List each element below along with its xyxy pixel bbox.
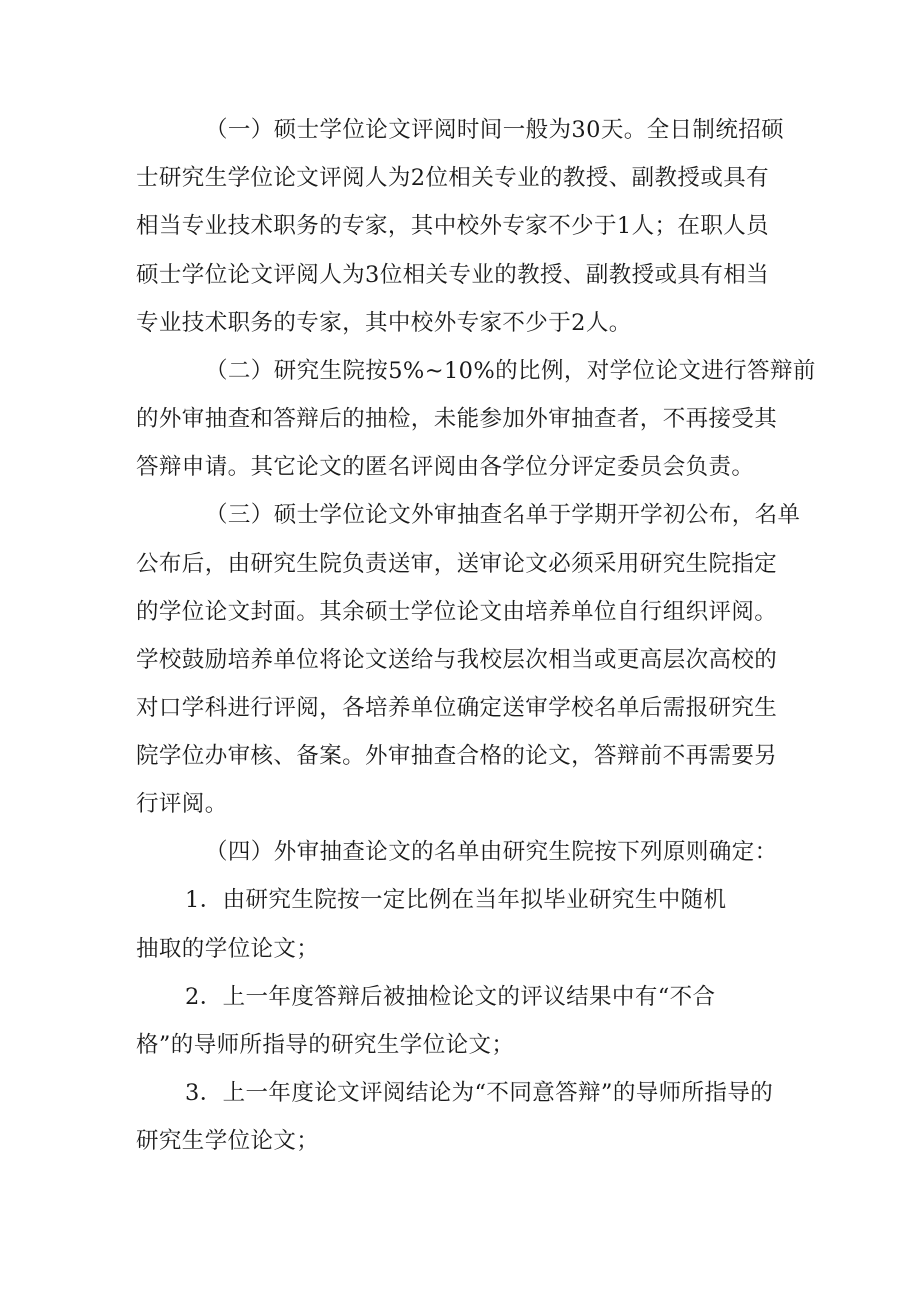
section4-item2-line-2: 格”的导师所指导的研究生学位论文； xyxy=(136,1032,515,1058)
section1-line-2: 士研究生学位论文评阅人为2位相关专业的教授、副教授或具有 xyxy=(136,165,770,191)
section3-line-6: 院学位办审核、备案。外审抽查合格的论文，答辩前不再需要另 xyxy=(136,743,778,769)
section4-item2-line-1: 2．上一年度答辩后被抽检论文的评议结果中有“不合 xyxy=(185,984,716,1010)
section1-line-4: 硕士学位论文评阅人为3位相关专业的教授、副教授或具有相当 xyxy=(136,262,770,288)
section4-item3-line-1: 3．上一年度论文评阅结论为“不同意答辩”的导师所指导的 xyxy=(185,1080,774,1106)
section3-line-4: 学校鼓励培养单位将论文送给与我校层次相当或更高层次高校的 xyxy=(136,647,778,673)
section2-line-2: 的外审抽查和答辩后的抽检，未能参加外审抽查者，不再接受其 xyxy=(136,406,778,432)
section4-item3-line-2: 研究生学位论文； xyxy=(136,1128,320,1154)
section3-line-7: 行评阅。 xyxy=(136,791,228,817)
section3-line-5: 对口学科进行评阅，各培养单位确定送审学校名单后需报研究生 xyxy=(136,695,778,721)
section2-line-1: （二）研究生院按5%~10%的比例，对学位论文进行答辩前 xyxy=(205,358,816,384)
section1-line-3: 相当专业技术职务的专家，其中校外专家不少于1人；在职人员 xyxy=(136,213,770,239)
section4-item1-line-1: 1．由研究生院按一定比例在当年拟毕业研究生中随机 xyxy=(185,887,727,913)
section2-line-3: 答辩申请。其它论文的匿名评阅由各学位分评定委员会负责。 xyxy=(136,454,755,480)
section3-line-2: 公布后，由研究生院负责送审，送审论文必须采用研究生院指定 xyxy=(136,551,778,577)
section1-line-1: （一）硕士学位论文评阅时间一般为30天。全日制统招硕 xyxy=(205,117,785,143)
section4-line-1: （四）外审抽查论文的名单由研究生院按下列原则确定： xyxy=(205,839,778,865)
section4-item1-line-2: 抽取的学位论文； xyxy=(136,936,320,962)
section3-line-3: 的学位论文封面。其余硕士学位论文由培养单位自行组织评阅。 xyxy=(136,599,778,625)
section3-line-1: （三）硕士学位论文外审抽查名单于学期开学初公布，名单 xyxy=(205,502,801,528)
section1-line-5: 专业技术职务的专家，其中校外专家不少于2人。 xyxy=(136,310,632,336)
